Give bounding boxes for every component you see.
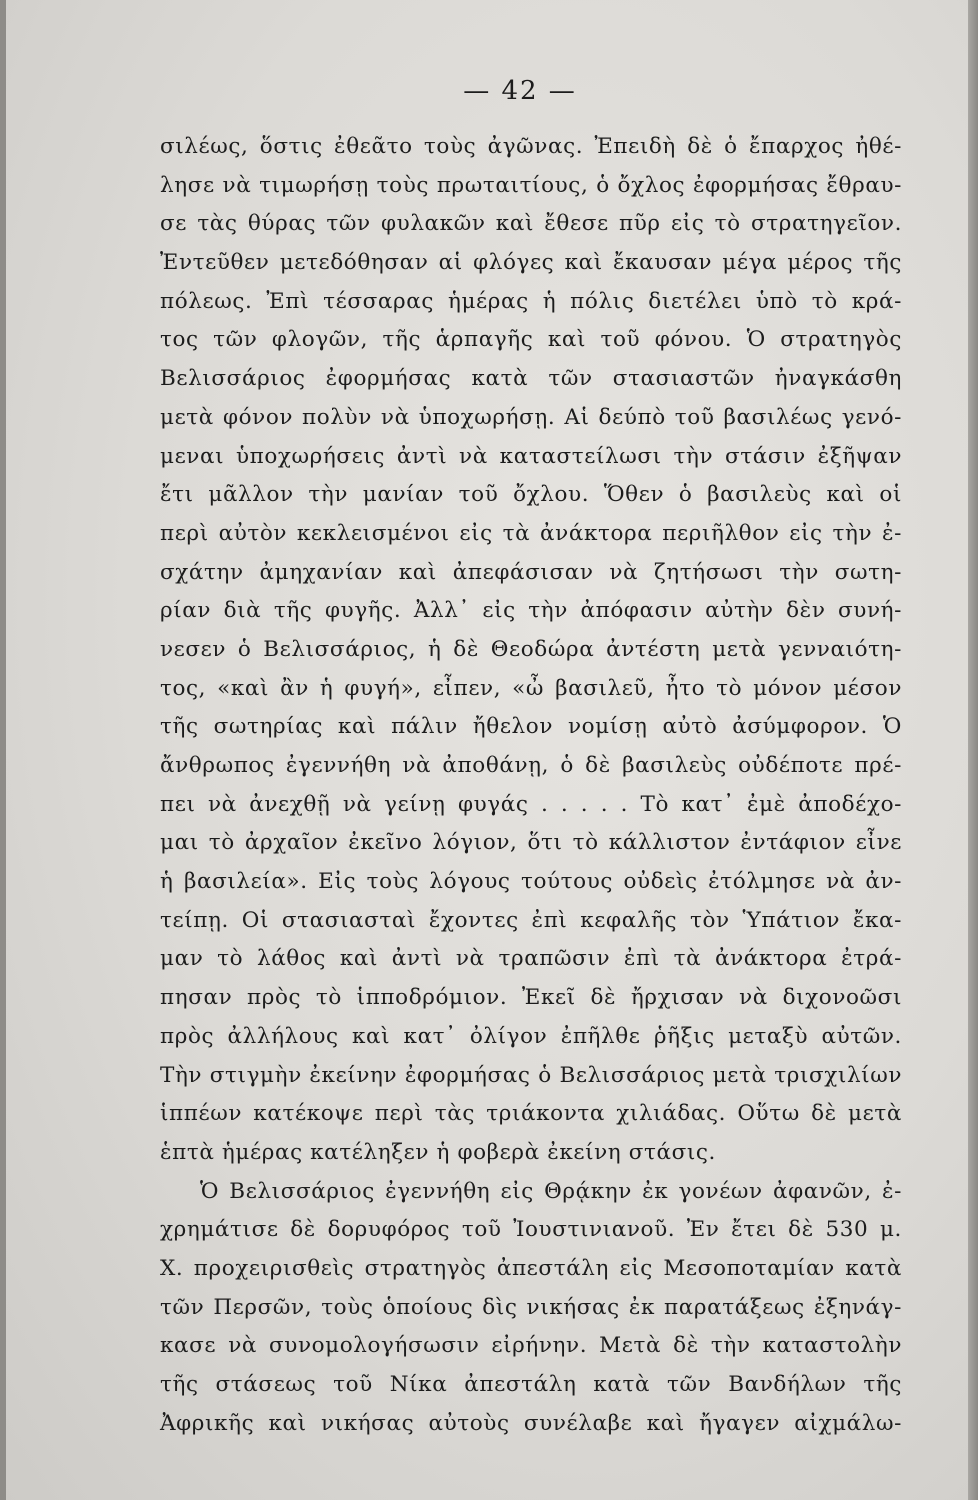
text-line: κασε νὰ συνομολογήσωσιν εἰρήνην. Μετὰ δὲ τὴν καταστολὴν: [160, 1333, 902, 1359]
text-line: χρημάτισε δὲ δορυφόρος τοῦ Ἰουστινιανοῦ. Ἐν ἔτει δὲ 530 μ.: [160, 1217, 902, 1243]
body-text: [160, 128, 902, 1443]
text-line: ρίαν διὰ τῆς φυγῆς. Ἀλλ᾽ εἰς τὴν ἀπόφασιν αὐτὴν δὲν συνή-: [160, 598, 902, 624]
text-line: ἑπτὰ ἡμέρας κατέληξεν ἡ φοβερὰ ἐκείνη στάσις.: [160, 1139, 716, 1165]
text-line: ἄνθρωπος ἐγεννήθη νὰ ἀποθάνῃ, ὁ δὲ βασιλεὺς οὐδέποτε πρέ-: [160, 753, 902, 778]
text-line: ἡ βασιλεία». Εἰς τοὺς λόγους τούτους οὐδεὶς ἐτόλμησε νὰ ἀν-: [160, 869, 902, 895]
text-line: Ἐντεῦθεν μετεδόθησαν αἱ φλόγες καὶ ἔκαυσαν μέγα μέρος τῆς: [160, 250, 902, 276]
text-line: ἔτι μᾶλλον τὴν μανίαν τοῦ ὄχλου. Ὅθεν ὁ βασιλεὺς καὶ οἱ: [160, 482, 902, 508]
text-line: πρὸς ἀλλήλους καὶ κατ᾽ ὀλίγον ἐπῆλθε ῥῆξις μεταξὺ αὐτῶν.: [160, 1023, 902, 1049]
text-line: περὶ αὐτὸν κεκλεισμένοι εἰς τὰ ἀνάκτορα περιῆλθον εἰς τὴν ἐ-: [160, 520, 902, 546]
text-line: Τὴν στιγμὴν ἐκείνην ἐφορμήσας ὁ Βελισσάριος μετὰ τρισχιλίων: [160, 1062, 902, 1088]
text-line: τῆς σωτηρίας καὶ πάλιν ἤθελον νομίσῃ αὐτὸ ἀσύμφορον. Ὁ: [160, 714, 902, 740]
page-number: — 42 —: [463, 76, 577, 106]
text-line: πει νὰ ἀνεχθῇ νὰ γείνῃ φυγάς . . . . . Τὸ κατ᾽ ἐμὲ ἀποδέχο-: [160, 791, 902, 817]
text-line: τος, «καὶ ἂν ἡ φυγή», εἶπεν, «ὦ βασιλεῦ, ἦτο τὸ μόνον μέσον: [160, 675, 902, 701]
text-line: ἱππέων κατέκοψε περὶ τὰς τριάκοντα χιλιάδας. Οὕτω δὲ μετὰ: [160, 1101, 902, 1127]
text-line: σε τὰς θύρας τῶν φυλακῶν καὶ ἔθεσε πῦρ εἰς τὸ στρατηγεῖον.: [160, 211, 902, 237]
text-line: πησαν πρὸς τὸ ἱπποδρόμιον. Ἐκεῖ δὲ ἤρχισαν νὰ διχονοῶσι: [160, 985, 902, 1011]
page-left-edge-shadow: [0, 0, 6, 1500]
page-right-edge-shadow: [968, 0, 978, 1500]
text-line: τῆς στάσεως τοῦ Νίκα ἀπεστάλη κατὰ τῶν Βανδήλων τῆς: [160, 1372, 902, 1397]
text-line: σχάτην ἀμηχανίαν καὶ ἀπεφάσισαν νὰ ζητήσωσι τὴν σωτη-: [160, 559, 902, 585]
text-line: σιλέως, ὅστις ἐθεᾶτο τοὺς ἀγῶνας. Ἐπειδὴ δὲ ὁ ἔπαρχος ἠθέ-: [160, 134, 902, 159]
text-line: μαι τὸ ἀρχαῖον ἐκεῖνο λόγιον, ὅτι τὸ κάλλιστον ἐντάφιον εἶνε: [160, 830, 902, 856]
text-line: Χ. προχειρισθεὶς στρατηγὸς ἀπεστάλη εἰς Μεσοποταμίαν κατὰ: [160, 1255, 902, 1281]
text-line: λησε νὰ τιμωρήσῃ τοὺς πρωταιτίους, ὁ ὄχλος ἐφορμήσας ἔθραυ-: [160, 172, 902, 198]
text-line: Ἀφρικῆς καὶ νικήσας αὐτοὺς συνέλαβε καὶ ἤγαγεν αἰχμάλω-: [160, 1410, 902, 1436]
text-line: τείπῃ. Οἱ στασιασταὶ ἔχοντες ἐπὶ κεφαλῆς τὸν Ὑπάτιον ἔκα-: [160, 907, 902, 933]
text-line: μεναι ὑποχωρήσεις ἀντὶ νὰ καταστείλωσι τὴν στάσιν ἐξῆψαν: [160, 443, 902, 469]
text-line: τῶν Περσῶν, τοὺς ὁποίους δὶς νικήσας ἐκ παρατάξεως ἐξηνάγ-: [160, 1294, 902, 1320]
text-line: Ὁ Βελισσάριος ἐγεννήθη εἰς Θρᾴκην ἐκ γονέων ἀφανῶν, ἐ-: [200, 1178, 902, 1204]
text-line: μαν τὸ λάθος καὶ ἀντὶ νὰ τραπῶσιν ἐπὶ τὰ ἀνάκτορα ἐτρά-: [160, 946, 902, 972]
text-line: τος τῶν φλογῶν, τῆς ἁρπαγῆς καὶ τοῦ φόνου. Ὁ στρατηγὸς: [160, 327, 902, 353]
text-line: μετὰ φόνον πολὺν νὰ ὑποχωρήσῃ. Αἱ δεύπὸ τοῦ βασιλέως γενό-: [160, 404, 902, 430]
text-line: πόλεως. Ἐπὶ τέσσαρας ἡμέρας ἡ πόλις διετέλει ὑπὸ τὸ κρά-: [160, 288, 902, 314]
text-line: νεσεν ὁ Βελισσάριος, ἡ δὲ Θεοδώρα ἀντέστη μετὰ γενναιότη-: [160, 636, 902, 662]
text-line: Βελισσάριος ἐφορμήσας κατὰ τῶν στασιαστῶν ἠναγκάσθη: [160, 366, 902, 392]
